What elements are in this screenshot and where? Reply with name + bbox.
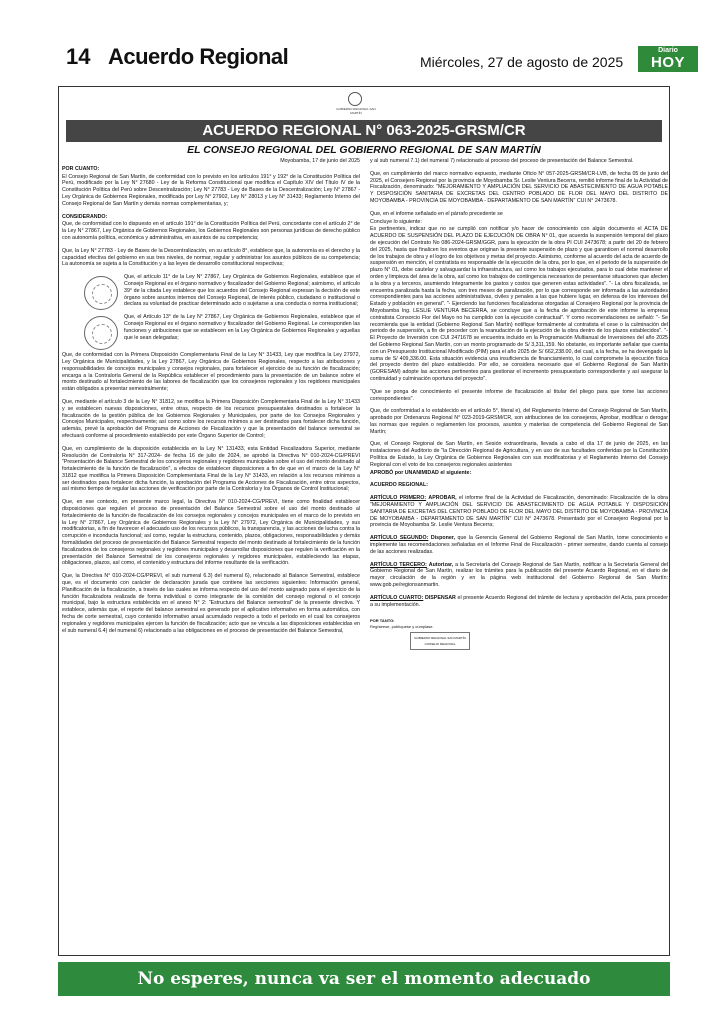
article-verb: APROBAR,: [428, 495, 457, 502]
conclusion-paragraph: Es pertinentes, indicar que no se cumplió con notificar y/o hacer de conocimiento con algún documento el ACTA DE ACUERDO DE SUSPENSIÓN DEL PLAZO DE EJECUCIÓN DE OBRA N° 01, que acuerda la suspensión temporal del plazo de ejecución del Contrato No 086-2024-GRSM/GGR, para la ejecución de la obra PI CUI 2473678; a partir del 20 de febrero del 2025, hasta que finalicen los eventos que originan la presente suspensión de plazo y que garanticen el normal desarrollo de los trabajos de obra y el logro de los objetivos y metas del proyecto. Asimismo, conforme al acuerdo del acta de acuerdo de suspensión en mención, el contratista es responsable de la ejecución de la obra, por lo que, en el periodo de la suspensión de plazo N° 01, debe cautelar y salvaguardar la infraestructura, así como los trabajos ejecutados, para lo cual debe mantener el orden y limpieza del área de la obra, así como los trabajos de contingencia necesarios de presentarse situaciones que afecten a la obra y a terceros, asumiendo íntegramente los gastos y costos que generen estas actividades". "- La obra fiscalizada, se encuentra paralizada hasta la fecha, son tres meses de paralización, por lo que corresponde ser informada a las autoridades correspondientes para las acciones administrativas, civiles y penales a las que hubiere lugar, en defensa de los intereses del Estado y población en general". "- Ejerciendo las funciones fiscalizadoras otorgadas al Consejero Regional por la provincia de Moyobamba Ing. LESLIE VENTURA BECERRA, se concluye que a la fecha de aprobación de este informe la empresa contratista Consorcio Flor del Mayo no ha cumplido con la ejecución contractual". Y como recomendaciones se señaló: "- Se recomienda que la entidad (Gobierno Regional San Martín) notifique formalmente al contratista el cese o la culminación del periodo de suspensión, a fin de proceder con la reanudación de la ejecución de la obra dentro de los plazos establecidos". "- El Proyecto de Inversión con CUI 2471678 se encuentra incluido en la Programación Multianual de Inversiones del año 2025 del Gobierno Regional San Martín, con un monto programado de S/ 3,311,159. No obstante, es importante señalar que cuenta con un Presupuesto Institucional Modificado (PIM) para el año 2025 de S/ 662,238.00, del cual, a la fecha, se ha devengado la suma de S/ 409,336.00. Esta situación evidencia una insuficiencia de financiamiento, lo cual compromete la ejecución física del proyecto dentro del plazo establecido. Por ello, se considera necesario que el Gobierno Regional de San Martín (GORESAM) adopte las acciones pertinentes para gestionar el incremento presupuestario correspondiente y así asegurar la continuidad y culminación oportuna del proyecto".: [370, 226, 668, 382]
right-paragraph: Que, en cumplimiento del marco normativo expuesto, mediante Oficio N° 057-2025-GRSM/CR-LVB, de fecha 05 de junio del 2025, el Consejero Regional por la provincia de Moyobamba Sr. Leslie Ventura Becerra, remitió informe final de la Actividad de Fiscalización, denominado: "MEJORAMIENTO Y AMPLIACIÓN DEL SERVICIO DE ABASTECIMIENTO DE AGUA POTABLE Y DISPOSICIÓN SANITARIA DE EXCRETAS DEL CENTRO POBLADO DE FLOR DEL MAYO DEL DISTRITO DE MOYOBAMBA - PROVINCIA DE MOYOBAMBA - DEPARTAMENTO DE SAN MARTÍN" CUI N° 2473678.: [370, 170, 668, 204]
article-label: ARTÍCULO CUARTO:: [370, 594, 424, 601]
article-verb: Autorizar,: [428, 561, 454, 568]
right-paragraph: Que, en el informe señalado en el párrafo precedente se: [370, 210, 503, 217]
place-date: Moyobamba, 17 de junio del 2025: [280, 158, 360, 164]
conclusion-paragraph: "Que se ponga de conocimiento el presente informe de fiscalización al titular del pliego para que tome las acciones correspondientes".: [370, 388, 668, 402]
conclusion-paragraph: Que, de conformidad a lo establecido en el artículo 5°, literal e), del Reglamento Interno del Consejo Regional de San Martín, aprobado por Ordenanza Regional N° 023-2019-GRSM/CR, son atribuciones de los consejeros, Aprobar, modificar o derogar las normas que regulen o reglamenten los procesos, asuntos y materias de competencia del Gobierno Regional de San Martín;: [370, 408, 668, 435]
closing-formula: Regístrese, publíquese y cúmplase.: [370, 624, 434, 630]
footer-slogan: No esperes, nunca va ser el momento adecuado: [58, 962, 670, 996]
official-seal-icon: [84, 316, 118, 350]
article-verb: Disponer,: [430, 535, 456, 542]
article: [370, 535, 668, 555]
logo-top-text: Diario: [658, 47, 678, 54]
considerando-paragraph: Que, de conformidad con lo dispuesto en el artículo 191° de la Constitución Política del Perú, concordante con el artículo 2° de la Ley N° 27867, Ley Orgánica de Gobiernos Regionales, los Gobiernos Regionales son personas jurídicas de derecho público con autonomía política, económica y administrativa, en asuntos de su competencia;: [62, 221, 360, 241]
right-paragraph: y al sub numeral 7.1) del numeral 7) relacionado al proceso del proceso de presentación del Balance Semestral.: [370, 158, 634, 164]
newspaper-logo[interactable]: [638, 46, 698, 72]
official-seal-icon: [84, 276, 118, 310]
aprobo-line: APROBÓ por UNANIMIDAD el siguiente:: [370, 469, 472, 476]
considerando-paragraph: Que, el Artículo 13° de la Ley N° 27867, Ley Orgánica de Gobiernos Regionales, establece que el Consejo Regional es el órgano normativo y fiscalizador del Gobierno Regional. Le corresponden las funciones y atribuciones que se establecen en la Ley Orgánica de Gobiernos Regionales y aquellas que le sean delegadas;: [124, 314, 360, 341]
crest-caption: GOBIERNO REGIONAL SAN MARTÍN: [336, 107, 376, 115]
considerando-paragraph: Que, la Directiva N° 010-2024-CG/PREVI, el sub numeral 6.3) del numeral 6), relacionado al Balance Semestral, establece que, es el documento con carácter de declaración jurada que contiene las secciones siguientes: Información general, Planificación de la fiscalización, a través de las cuales se informa respecto del uso del monto asignado para el ejercicio de la función fiscalizadora realizada de forma individual o como integrante de la comisión del consejo regional o el concejo municipal, bajo la estructura establecida en el anexo N° 2: "Estructura del Balance semestral" de la presente directiva. Y establece, además que, el reporte del balance semestral es generado por el aplicativo informativo en forma automática, con fecha de corte semestral, cuyo contenido informativo anual acumulado respecto a todo el período en el cual los consejeros regionales y regidores municipales ejercen la función de fiscalización; acto que se vincula a las disposiciones establecidas en el sub numeral 6.4) del numeral 6) relacionado a las obligaciones en el proceso de presentación del Balance Semestral,: [62, 573, 360, 634]
article: [370, 495, 668, 529]
article-label: ARTÍCULO SEGUNDO:: [370, 535, 429, 542]
issue-date: Miércoles, 27 de agosto de 2025: [420, 54, 624, 70]
por-tanto: POR TANTO:: [370, 618, 395, 624]
article-text: a la Secretaría del Consejo Regional de San Martín, notificar a la Secretaría General del Gobierno Regional de San Martín, realizar los trámites para la publicación del presente Acuerdo Regional, en el diario de mayor circulación de la región y en la página web institucional del Gobierno Regional de San Martín: www.gob.pe/regionsanmartin.: [370, 561, 668, 589]
acuerda-label: ACUERDO REGIONAL:: [370, 482, 428, 489]
article: [370, 562, 668, 589]
regional-crest-icon: [348, 92, 362, 106]
considerando-paragraph: Que, en ese contexto, en presente marco legal, la Directiva N° 010-2024-CG/PREVI, tiene como finalidad establecer disposiciones que regulen el proceso de presentación del Balance Semestral sobre el uso del monto destinado al fortalecimiento de la función de fiscalización de los consejos regionales y concejos municipales en el marco de lo previsto en la Ley N° 27867, Ley Orgánica de Gobiernos Regionales y la Ley N° 27972, Ley Orgánica de Municipalidades, y sus modificatorias, a fin de favorecer el adecuado uso de los recursos públicos, la transparencia, y las acciones de lucha contra la corrupción e inconducta funcional; así como, regular la estructura, contenido, plazos, obligaciones, responsabilidades y demás formalidades del proceso de presentación del Balance Semestral respecto del monto destinado al fortalecimiento de la función fiscalizadora de los consejeros regionales y regidores municipales y desarrollar disposiciones que regulen la verificación en la presentación del Balance Semestral de los consejeros regionales y regidores municipales, estableciendo las etapas, obligaciones, plazos, así como, el contenido y estructura del informe resultante de la verificación.: [62, 499, 360, 567]
section-title: Acuerdo Regional: [108, 44, 289, 69]
signature-stamp: GOBIERNO REGIONAL SAN MARTÍN CONSEJO REGIONAL: [410, 632, 470, 650]
article-label: ARTÍCULO PRIMERO:: [370, 495, 427, 502]
por-cuanto-label: POR CUANTO:: [62, 165, 100, 172]
considerando-paragraph: Que, la Ley N° 27783 - Ley de Bases de la Descentralización, en su artículo 8°, establece que, la autonomía es el derecho y la capacidad efectiva del gobierno en sus tres niveles, de normar, regular y administrar los asuntos públicos de su competencia; La autonomía se sujeta a la Constitución y a las leyes de desarrollo constitucional respectivas;: [62, 247, 360, 268]
left-column: [62, 158, 360, 948]
considerando-paragraph: Que, mediante el artículo 3 de la Ley N° 31812, se modifica la Primera Disposición Complementaria Final de la Ley N° 31433 y se establecen nuevas disposiciones, entre otras, respecto de los recursos presupuestales destinados a fortalecer la fiscalización de la gestión pública de los Gobiernos Regionales y Municipales, por parte de los Consejos Regionales y Concejos Municipales, respectivamente; así como sobre los recursos mínimos a ser destinados para fortalecer dicha función, además, prevé la aprobación del Programa de Acciones de Fiscalización y que la presentación del balance semestral se efectuará conforme al procedimiento establecido por este Órgano Superior de Control;: [62, 398, 360, 439]
article-verb: DISPENSAR: [424, 594, 456, 601]
signature-block: [370, 618, 668, 650]
article-text: el presente Acuerdo Regional del trámite de lectura y aprobación del Acta, para proceder a su implementación.: [370, 594, 668, 608]
article: [370, 595, 668, 609]
preamble-paragraph: El Consejo Regional de San Martín, de conformidad con lo previsto en los artículos 191° y 192° de la Constitución Política del Perú, modificado por la Ley N° 27680 - Ley de la Reforma Constitucional que modifica el Capítulo XIV del Título IV de la Constitución Política del Perú sobre Descentralización; Ley N° 27783 - Ley de Bases de la Descentralización; Ley N° 27867 - Ley Orgánica de Gobiernos Regionales, modificada por Ley N° 27902, Ley N° 28013 y Ley N° 31433; Reglamento Interno del Consejo Regional de San Martín y demás normas complementarias, y;: [62, 173, 360, 207]
considerando-paragraph: Que, el artículo 11° de la Ley N° 27867, Ley Orgánica de Gobiernos Regionales, establece que el Consejo Regional es el órgano normativo y fiscalizador del Gobierno Regional; asimismo, el artículo 39° de la citada Ley establece que los acuerdos del Consejo Regional expresan la decisión de este órgano sobre asuntos internos del Consejo Regional, de interés público, ciudadano o institucional o declara su voluntad de practicar determinado acto o sujetarse a una conducta o norma institucional;: [124, 274, 360, 308]
page-number: 14: [66, 44, 91, 69]
logo-main-text: HOY: [650, 54, 685, 71]
considerando-label: CONSIDERANDO:: [62, 213, 108, 220]
considerando-paragraph: Que, en cumplimiento de la disposición establecida en la Ley N° 131433, esta Entidad Fiscalizadora Superior, mediante Resolución de Contraloría N° 317-2024- de fecha 16 de julio de 2024, se aprobó la Directiva N° 010-2024-CG/PREVI "Presentación de Balance Semestral de los concejeros regionales y regidores municipales sobre el uso del monto destinado al fortalecimiento de la función de fiscalización", a efectos de establecer disposiciones a fin de que en el marco de la Ley N° 31812 que modifica la Primera Disposición Complementaria Final de la Ley N° 31433, en relación a los recursos mínimos a ser destinados para fortalecer dicha función, la aprobación del Programa de Acciones de Fiscalización, entre otros aspectos, así mismo tiempo de regular las acciones de verificación por parte de la Contraloría y los Órganos de Control Institucional;: [62, 445, 360, 493]
considerando-paragraph: Que, de conformidad con la Primera Disposición Complementaria Final de la Ley N° 31433, Ley que modifica la Ley 27972, Ley Orgánica de Municipalidades, y la Ley 27867, Ley Orgánica de Gobiernos Regionales, respecto a las atribuciones y responsabilidades de concejos municipales y consejos regionales, para fortalecer el ejercicio de su función de fiscalización; encarga a la Contraloría General de la República establecer el procedimiento para la presentación de un balance sobre el monto destinado al fortalecimiento de las labores de fiscalización que los consejeros regionales y los regidores municipales están obligados a presentar semestralmente;: [62, 352, 360, 393]
concluye-line: Concluye lo siguiente:: [370, 218, 422, 225]
article-text: que la Gerencia General del Gobierno Regional de San Martín, tome conocimiento e implemente las recomendaciones señaladas en el Informe Final de Fiscalización - primer semestre, dando cuenta al consejo de las acciones realizadas.: [370, 535, 668, 555]
document-subtitle: EL CONSEJO REGIONAL DEL GOBIERNO REGIONAL DE SAN MARTÍN: [187, 144, 541, 156]
article-label: ARTÍCULO TERCERO:: [370, 561, 427, 568]
conclusion-paragraph: Que, el Consejo Regional de San Martín, en Sesión extraordinaria, llevada a cabo el día 17 de junio de 2025, en las instalaciones del Auditorio de "la Dirección Regional de Agricultura, y en uso de sus facultades conferidas por la Constitución Política de Estado, la Ley Orgánica de Gobiernos Regionales con sus modificatorias y el Reglamento Interno del Consejo Regional con el voto de los consejeros regionales asistentes: [370, 441, 668, 468]
document-title: ACUERDO REGIONAL N° 063-2025-GRSM/CR: [66, 120, 662, 142]
page-header: [0, 0, 723, 80]
article-text: el informe final de la Actividad de Fiscalización, denominado: Fiscalización de la obra "MEJORAMIENTO Y AMPLIACIÓN DEL SERVICIO DE ABASTECIMIENTO DE AGUA POTABLE Y DISPOSICIÓN SANITARIA DE EXCRETAS DEL CENTRO POBLADO DE FLOR DEL MAYO DEL DISTRITO DE MOYOBAMBA - PROVINCIA DE MOYOBAMBA - DEPARTAMENTO DE SAN MARTÍN" CUI N° 2473678. Presentado por el Consejero Regional por la provincia de Moyobamba Sr. Leslie Ventura Becerra;: [370, 495, 668, 529]
right-column: [370, 158, 668, 948]
